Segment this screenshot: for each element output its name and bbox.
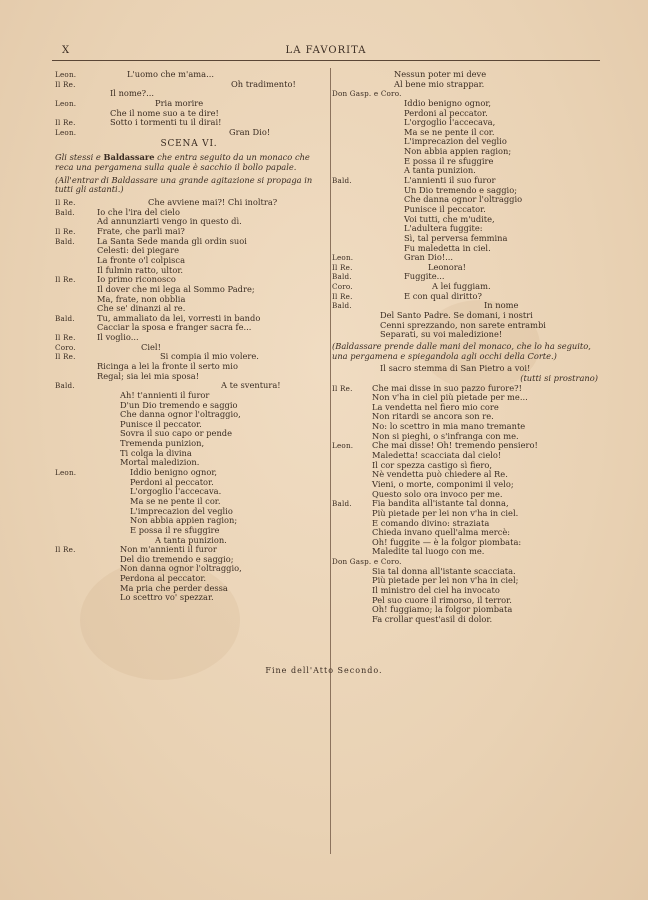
verse-text: Che mai disse! Oh! tremendo pensiero! [372, 440, 538, 451]
verse-text: Ma pria che perder dessa [120, 582, 228, 593]
speaker-label: Il Re. [55, 227, 76, 237]
verse-text: Il voglio... [97, 332, 139, 343]
verse-text: Più pietade per lei non v'ha in ciel; [372, 575, 519, 586]
verse-text: Io primo riconosco [97, 274, 176, 285]
speaker-label: Il Re. [55, 352, 76, 362]
verse-line [55, 237, 323, 247]
verse-text: A tanta punizion. [404, 165, 476, 176]
verse-text: Sotto i tormenti tu il dirai! [110, 117, 222, 128]
verse-text: Che mai disse in suo pazzo furore?! [372, 382, 522, 393]
verse-text: Regal; sia lei mia sposa! [97, 370, 200, 381]
verse-text: Fa crollar quest'asil di dolor. [372, 613, 493, 624]
verse-line [55, 285, 323, 295]
verse-text: Mortal maledizion. [120, 457, 200, 468]
speaker-label: Leon. [332, 441, 354, 451]
verse-text: Perdoni al peccator. [404, 107, 488, 118]
verse-line [55, 128, 323, 138]
verse-text: Il ministro del ciel ha invocato [372, 584, 500, 595]
verse-text: La Santa Sede manda gli ordin suoi [97, 235, 247, 246]
page-number: X [62, 45, 70, 56]
verse-text: No: lo scettro in mia mano tremante [372, 421, 526, 432]
verse-text: Non si pieghi, o s'infranga con me. [372, 430, 519, 441]
verse-text: A te sventura! [221, 380, 281, 391]
verse-text: Vieni, o morte, componimi il velo; [372, 478, 514, 489]
verse-text: Non ritardi se ancora son re. [372, 411, 494, 422]
speaker-label: Il Re. [55, 333, 76, 343]
verse-text: A tanta punizion. [155, 534, 227, 545]
verse-line [332, 80, 598, 90]
verse-text: Celesti: dei piegare [97, 245, 180, 256]
verse-text: Ricinga a lei la fronte il serto mio [97, 361, 238, 371]
speaker-label: Il Re. [55, 79, 76, 89]
verse-line [55, 323, 323, 333]
verse-line [55, 372, 323, 382]
verse-text: Che danna ognor l'oltraggio, [120, 409, 241, 420]
stage-direction-part: Baldassare [103, 152, 155, 163]
verse-text: Iddio benigno ognor, [130, 467, 218, 478]
verse-text: Chieda invano quell'alma mercè: [372, 527, 511, 538]
speaker-label: Bald. [332, 176, 352, 186]
verse-text: Iddio benigno ognor, [404, 97, 492, 108]
stage-direction [332, 342, 598, 361]
speaker-label: Bald. [55, 381, 75, 391]
stage-direction-part: (All'entrar di Baldassare una grande agitazione si propaga in tutti gli astanti.) [55, 174, 313, 195]
verse-text: Del Santo Padre. Se domani, i nostri [380, 310, 533, 321]
header-rule [52, 60, 600, 61]
speaker-label: Il Re. [55, 275, 76, 285]
verse-text: Separati, su voi maledizione! [380, 329, 503, 340]
verse-text: L'imprecazion del veglio [404, 136, 507, 147]
verse-text: Gran Dio!... [404, 252, 454, 263]
verse-text: E comando divino: straziata [372, 517, 490, 528]
verse-line [332, 615, 598, 625]
speaker-label: Leon. [55, 468, 77, 478]
speaker-label: Bald. [332, 301, 352, 311]
verse-text: Il cor spezza castigo sì fiero, [372, 459, 492, 470]
stage-direction [55, 176, 323, 195]
stage-direction-text: (tutti si prostrano) [520, 372, 598, 383]
verse-line [55, 80, 323, 90]
speaker-label: Il Re. [55, 545, 76, 555]
verse-line [55, 256, 323, 266]
verse-line [55, 246, 323, 256]
verse-text: Non abbia appien ragion; [404, 146, 512, 157]
end-of-act: Fine dell'Atto Secondo. [265, 666, 383, 675]
verse-text: Ma se ne pente il cor. [130, 495, 221, 506]
verse-text: Che se' dinanzi al re. [97, 303, 186, 314]
verse-text: Gran Dio! [229, 126, 271, 137]
verse-text: La fronte o'l colpisca [97, 254, 186, 265]
speaker-label: Don Gasp. e Coro. [332, 557, 402, 567]
verse-text: L'orgoglio l'accecava, [404, 117, 496, 128]
verse-text: Fu maledetta in ciel. [404, 242, 491, 253]
verse-text: Non m'annienti il furor [120, 544, 217, 555]
verse-line [55, 217, 323, 227]
column-divider [330, 68, 331, 854]
speaker-label: Bald. [332, 272, 352, 282]
verse-text: In nome [484, 300, 519, 311]
verse-text: Sì, tal perversa femmina [404, 232, 508, 243]
verse-line [332, 244, 598, 254]
verse-text: Il fulmin ratto, ultor. [97, 264, 184, 275]
verse-text: Lo scettro vo' spezzar. [120, 592, 214, 603]
verse-line [55, 593, 323, 603]
verse-text: Leonora! [428, 261, 467, 272]
speaker-label: Leon. [332, 253, 354, 263]
verse-text: Pel suo cuore il rimorso, il terror. [372, 594, 512, 605]
verse-text: Del dio tremendo e saggio; [120, 553, 234, 564]
speaker-label: Leon. [55, 98, 77, 108]
verse-text: D'un Dio tremendo e saggio [120, 399, 238, 410]
verse-text: Questo solo ora invoco per me. [372, 488, 503, 499]
verse-text: E con qual diritto? [404, 290, 482, 301]
verse-text: Punisce il peccator. [404, 203, 486, 214]
verse-text: Ma se ne pente il cor. [404, 126, 495, 137]
verse-line [55, 295, 323, 305]
verse-text: Sia tal donna all'istante scacciata. [372, 565, 516, 576]
verse-text: Tu, ammaliato da lei, vorresti in bando [97, 312, 261, 323]
verse-text: Fia bandita all'istante tal donna, [372, 498, 509, 509]
verse-text: Il nome?... [110, 88, 155, 99]
verse-text: L'adultera fuggite: [404, 223, 483, 234]
stage-direction-part: che entra seguito da un monaco che reca una pergamena sulla quale è sacchio il bollo papale. [55, 152, 310, 173]
verse-text: Io che l'ira del cielo [97, 206, 180, 217]
verse-text: L'annienti il suo furor [404, 175, 496, 186]
right-column [332, 70, 598, 625]
verse-text: Più pietade per lei non v'ha in ciel. [372, 507, 519, 518]
verse-text: Frate, che parli mai? [97, 226, 185, 237]
verse-text: Un Dio tremendo e saggio; [404, 184, 518, 195]
verse-line [55, 118, 323, 128]
verse-text: Sovra il suo capo or pende [120, 428, 233, 439]
left-column [55, 70, 323, 603]
verse-text: L'orgoglio l'accecava. [130, 486, 222, 497]
verse-text: Voi tutti, che m'udite, [404, 213, 495, 224]
verse-text: Il sacro stemma di San Pietro a voi! [380, 363, 531, 374]
verse-text: Al bene mio strappar. [394, 78, 485, 89]
verse-text: Ciel! [141, 341, 161, 352]
verse-text: Ad annunziarti vengo in questo dì. [97, 216, 242, 227]
verse-line [332, 547, 598, 557]
verse-text: Punisce il peccator. [120, 418, 202, 429]
verse-text: Maledetta! scacciata dal cielo! [372, 450, 502, 461]
verse-text: Oh tradimento! [231, 78, 296, 89]
verse-line [55, 266, 323, 276]
verse-line [55, 333, 323, 343]
verse-text: L'imprecazion del veglio [130, 505, 233, 516]
verse-text: Ah! t'annienti il furor [120, 389, 210, 400]
verse-text: A lei fuggiam. [432, 281, 491, 292]
verse-text: Cacciar la sposa e franger sacra fe... [97, 322, 252, 333]
verse-text: Che avviene mai?! Chi inoltra? [148, 197, 278, 208]
verse-line [55, 198, 323, 208]
speaker-label: Bald. [55, 236, 75, 246]
speaker-label: Coro. [55, 342, 76, 352]
verse-text: Si compia il mio volere. [160, 351, 259, 362]
stage-direction [55, 153, 323, 172]
verse-text: Maledite tal luogo con me. [372, 546, 485, 557]
verse-text: L'uomo che m'ama... [127, 69, 214, 79]
speaker-label: Il Re. [55, 198, 76, 208]
speaker-label: Il Re. [332, 262, 353, 272]
verse-text: Pria morire [155, 97, 204, 108]
verse-line [332, 330, 598, 340]
verse-line [332, 263, 598, 273]
verse-text: Oh! fuggite — è la folgor piombata: [372, 536, 522, 547]
verse-text: Perdoni al peccator. [130, 476, 214, 487]
speaker-label: Il Re. [332, 383, 353, 393]
verse-text: La vendetta nel fiero mio core [372, 401, 499, 412]
stage-direction-part: Gli stessi e [55, 152, 104, 163]
verse-text: Tremenda punizion, [120, 438, 205, 449]
verse-text: E possa il re sfuggire [404, 155, 494, 166]
verse-text: Che danna ognor l'oltraggio [404, 194, 523, 205]
verse-text: Fuggite... [404, 271, 445, 282]
scene-heading: SCENA VI. [160, 139, 218, 150]
page-header [58, 45, 594, 59]
running-title: LA FAVORITA [285, 45, 367, 56]
verse-text: Ma, frate, non obblia [97, 293, 186, 304]
verse-text: Cenni sprezzando, non sarete entrambi [380, 319, 546, 330]
verse-text: Perdona al peccator. [120, 573, 207, 584]
speaker-label: Leon. [55, 127, 77, 137]
verse-text: Non v'ha in ciel più pietade per me... [372, 392, 528, 403]
verse-text: Oh! fuggiamo; la folgor piombata [372, 604, 513, 615]
speaker-label: Bald. [55, 207, 75, 217]
verse-text: Nè vendetta può chiedere al Re. [372, 469, 508, 480]
speaker-label: Il Re. [55, 118, 76, 128]
verse-text: E possa il re sfuggire [130, 524, 220, 535]
speaker-label: Coro. [332, 282, 353, 292]
verse-text: Ti colga la divina [120, 447, 192, 458]
verse-line [332, 292, 598, 302]
speaker-label: Leon. [55, 70, 77, 79]
verse-text: Il dover che mi lega al Sommo Padre; [97, 283, 255, 294]
speaker-label: Il Re. [332, 291, 353, 301]
stage-direction-part: (Baldassare prende dalle mani del monaco, che lo ha seguito, una pergamena e spiegandola agli occhi della Corte.) [332, 340, 591, 361]
speaker-label: Bald. [55, 313, 75, 323]
verse-text: Nessun poter mi deve [394, 69, 487, 79]
speaker-label: Bald. [332, 499, 352, 509]
verse-text: Non danna ognor l'oltraggio, [120, 563, 242, 574]
verse-text: Che il nome suo a te dire! [110, 107, 219, 118]
verse-text: Non abbia appien ragion; [130, 515, 238, 526]
speaker-label: Don Gasp. e Coro. [332, 89, 402, 99]
